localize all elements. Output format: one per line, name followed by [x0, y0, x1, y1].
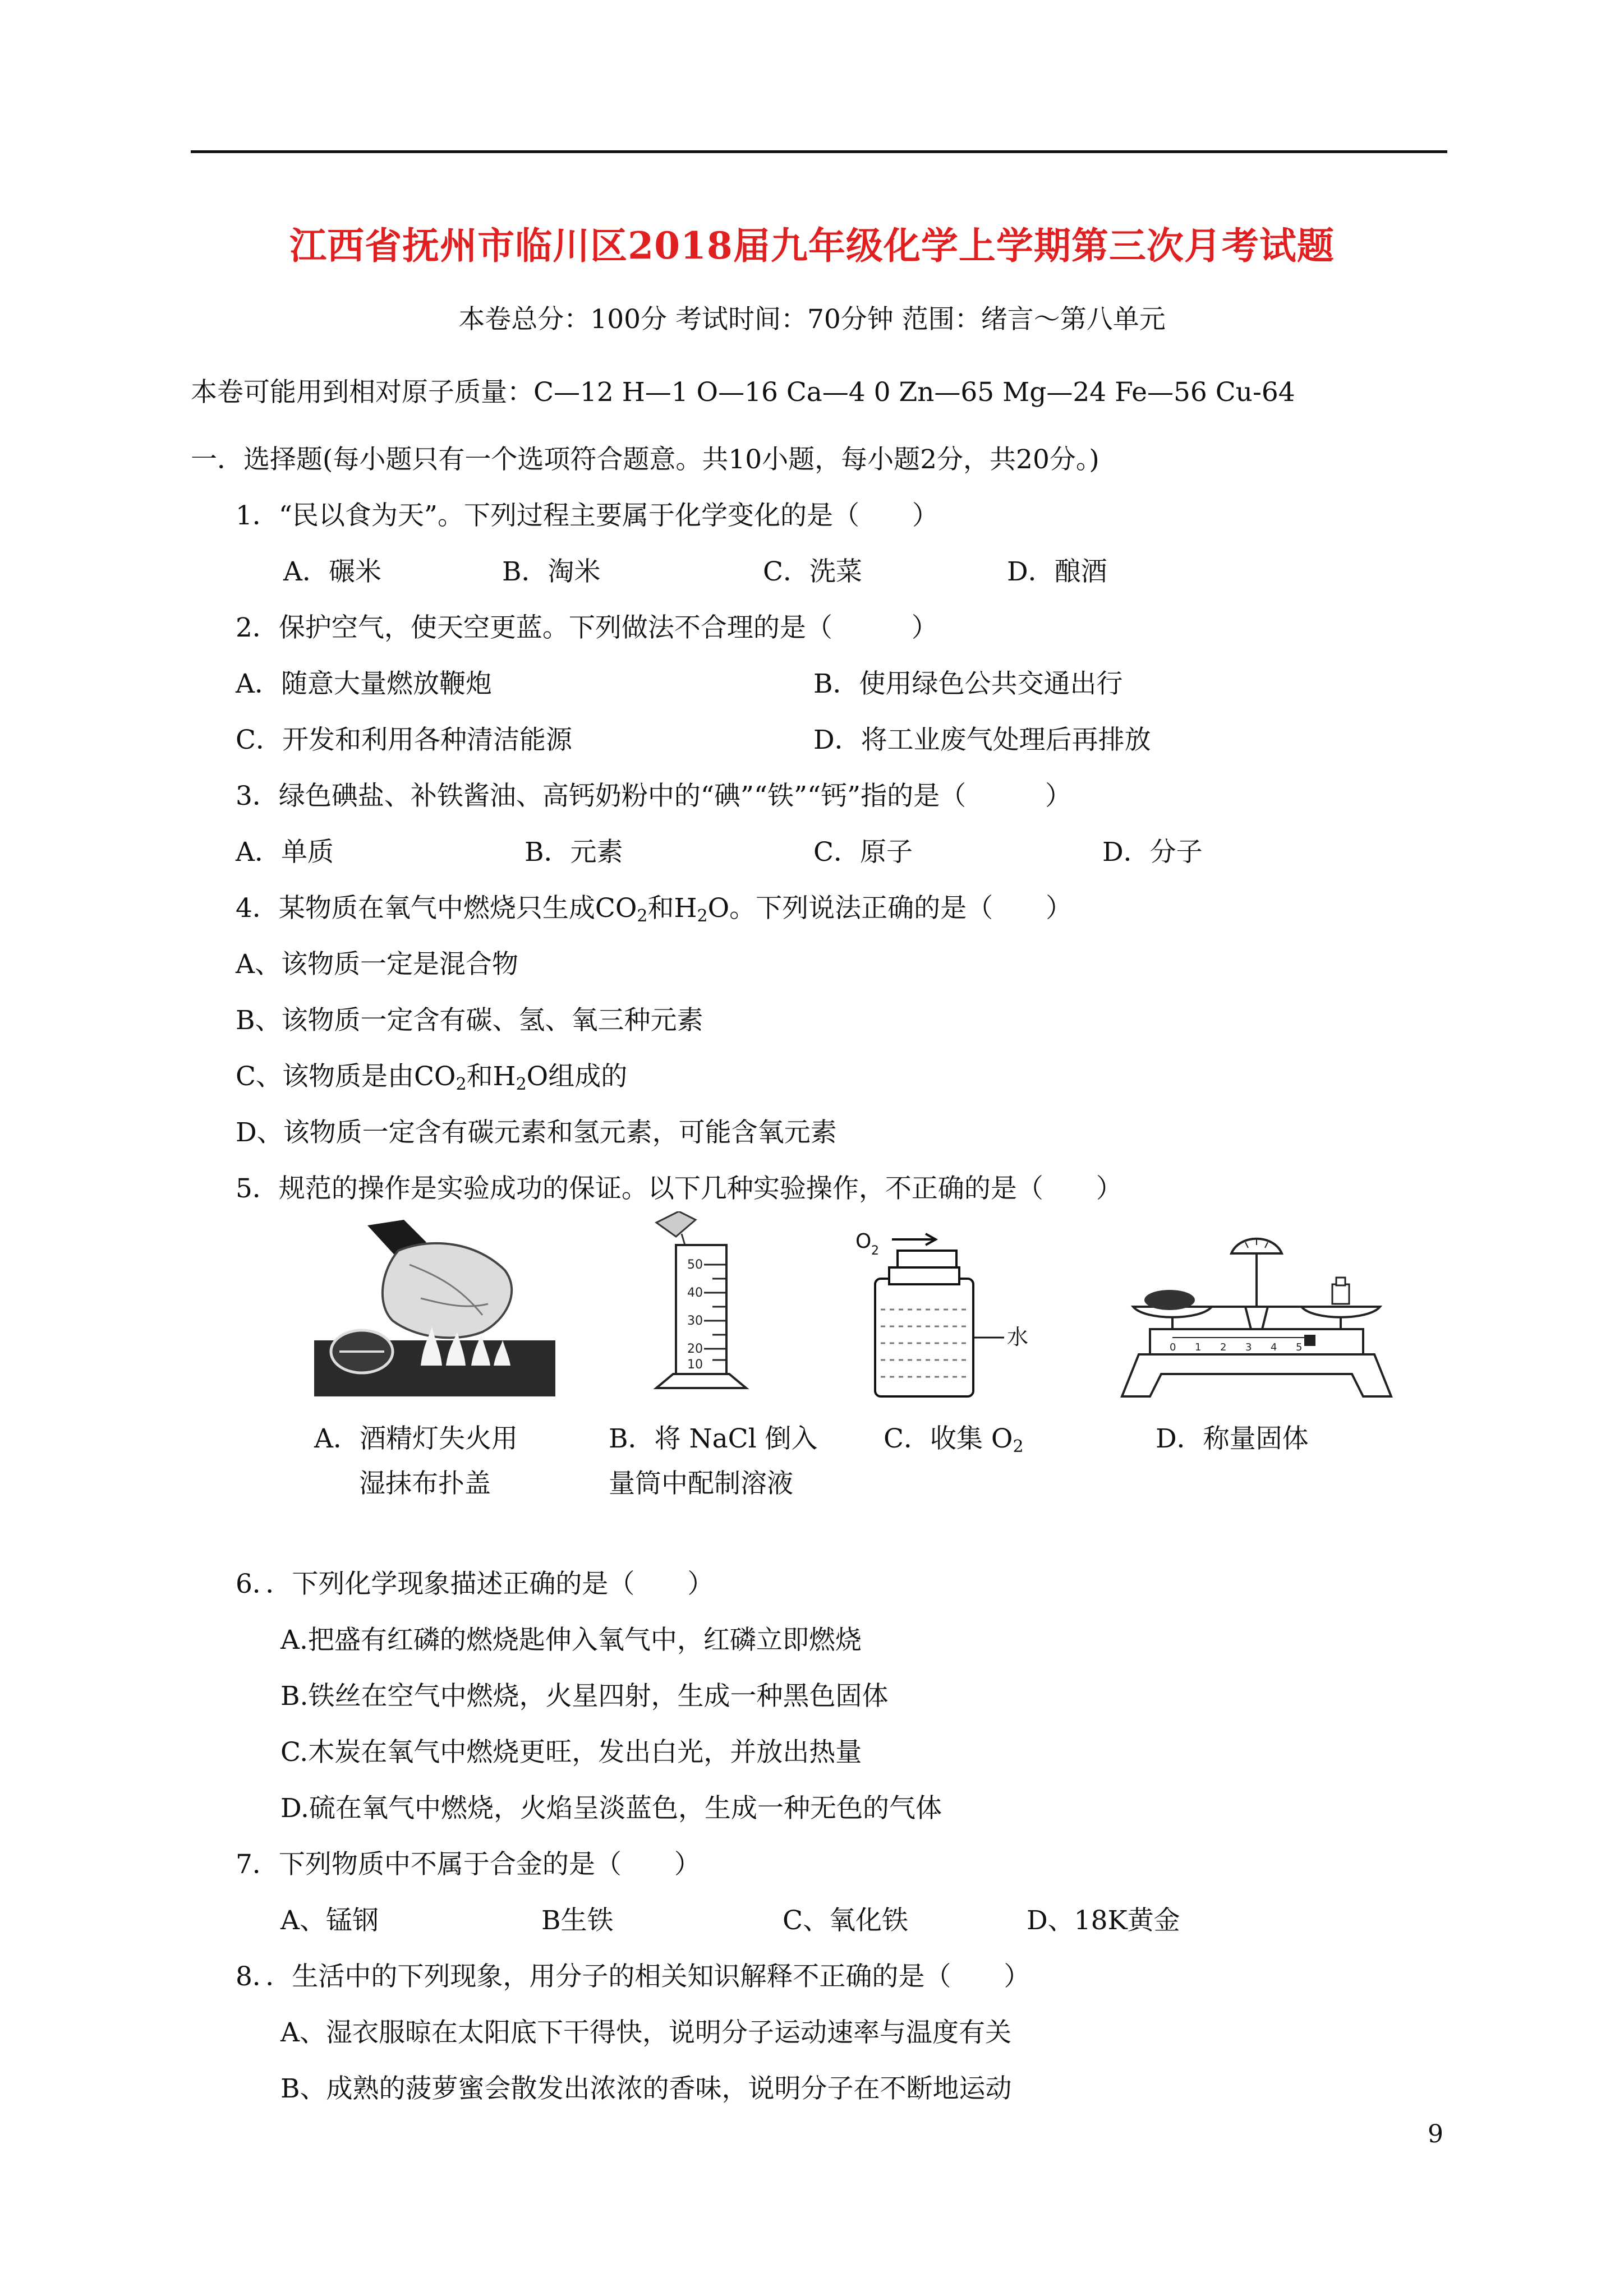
cylinder-tick-10: 10 — [687, 1358, 703, 1372]
q4-stem-pre: 4．某物质在氧气中燃烧只生成CO — [236, 893, 637, 924]
q4-sub: 2 — [516, 1075, 527, 1094]
figure-b-graduated-cylinder — [645, 1211, 769, 1396]
q4-option-a: A、该物质一定是混合物 — [236, 949, 518, 980]
balance-tick-1: 1 — [1195, 1341, 1202, 1353]
q3-option-d: D．分子 — [1102, 837, 1203, 868]
q3-option-b: B．元素 — [525, 837, 623, 868]
cylinder-tick-20: 20 — [687, 1342, 703, 1356]
question-4-stem — [236, 892, 1072, 933]
q6-option-b: B.铁丝在空气中燃烧，火星四射，生成一种黑色固体 — [280, 1681, 889, 1712]
balance-tick-2: 2 — [1220, 1341, 1227, 1353]
question-7-stem: 7．下列物质中不属于合金的是（ ） — [236, 1849, 701, 1880]
q4-stem-post: O。下列说法正确的是（ ） — [707, 893, 1073, 924]
header-rule — [191, 150, 1447, 153]
q2-option-b: B．使用绿色公共交通出行 — [813, 668, 1123, 699]
q4-c-mid: 和H — [466, 1061, 516, 1092]
q2-option-a: A．随意大量燃放鞭炮 — [236, 668, 492, 699]
section-heading: 一．选择题(每小题只有一个选项符合题意。共10小题，每小题2分，共20分。) — [191, 444, 1099, 475]
q5-option-b-line2: 量筒中配制溶液 — [609, 1468, 793, 1499]
q4-sub: 2 — [697, 906, 708, 926]
q8-option-b: B、成熟的菠萝蜜会散发出浓浓的香味，说明分子在不断地运动 — [280, 2073, 1012, 2104]
q1-option-c: C．洗菜 — [763, 556, 862, 587]
q5-option-d: D．称量固体 — [1156, 1423, 1309, 1454]
figure-d-balance — [1111, 1223, 1402, 1402]
q5-option-a-line2: 湿抹布扑盖 — [359, 1468, 491, 1499]
q5-option-a-line1: A．酒精灯失火用 — [314, 1423, 518, 1454]
question-8-stem: 8．．生活中的下列现象，用分子的相关知识解释不正确的是（ ） — [236, 1961, 1030, 1992]
atomic-masses: 本卷可能用到相对原子质量：C—12 H—1 O—16 Ca—4 0 Zn—65 Mg—24 Fe—56 Cu-64 — [191, 377, 1295, 408]
q5-option-c-text: C．收集 O — [884, 1423, 1013, 1454]
page-title: 江西省抚州市临川区2018届九年级化学上学期第三次月考试题 — [289, 224, 1335, 268]
balance-tick-5: 5 — [1296, 1341, 1303, 1353]
water-label: 水 — [1007, 1325, 1029, 1349]
q4-option-d: D、该物质一定含有碳元素和氢元素，可能含氧元素 — [236, 1117, 837, 1148]
figure-c-gas-bottle — [853, 1220, 1066, 1405]
question-1-stem: 1．“民以食为天”。下列过程主要属于化学变化的是（ ） — [236, 500, 938, 531]
q2-option-d: D．将工业废气处理后再排放 — [813, 725, 1151, 755]
q1-option-b: B．淘米 — [502, 556, 601, 587]
q5-option-c-sub: 2 — [1013, 1437, 1024, 1456]
gas-label-sub: 2 — [871, 1244, 879, 1258]
q6-option-a: A.把盛有红磷的燃烧匙伸入氧气中，红磷立即燃烧 — [280, 1625, 862, 1656]
q1-option-d: D．酿酒 — [1007, 556, 1107, 587]
q5-option-c — [884, 1422, 1024, 1464]
q7-option-c: C、氧化铁 — [783, 1905, 908, 1936]
balance-tick-3: 3 — [1245, 1341, 1252, 1353]
q7-option-a: A、锰钢 — [280, 1905, 379, 1936]
q8-option-a: A、湿衣服晾在太阳底下干得快，说明分子运动速率与温度有关 — [280, 2017, 1011, 2048]
page-number: 9 — [1428, 2120, 1443, 2149]
q1-option-a: A．碾米 — [283, 556, 381, 587]
q3-option-a: A．单质 — [236, 837, 334, 868]
balance-tick-4: 4 — [1271, 1341, 1277, 1353]
cylinder-tick-40: 40 — [687, 1286, 703, 1300]
q3-option-c: C．原子 — [813, 837, 913, 868]
q4-option-c — [236, 1060, 627, 1101]
cylinder-tick-50: 50 — [687, 1258, 703, 1272]
cylinder-tick-30: 30 — [687, 1314, 703, 1328]
q4-option-b: B、该物质一定含有碳、氢、氧三种元素 — [236, 1005, 703, 1036]
q7-option-d: D、18K黄金 — [1027, 1905, 1180, 1936]
q4-c-post: O组成的 — [526, 1061, 628, 1092]
balance-tick-0: 0 — [1170, 1341, 1176, 1353]
question-5-stem: 5．规范的操作是实验成功的保证。以下几种实验操作，不正确的是（ ） — [236, 1173, 1122, 1204]
gas-label-o: O — [855, 1230, 872, 1253]
q6-option-c: C.木炭在氧气中燃烧更旺，发出白光，并放出热量 — [280, 1737, 862, 1768]
q4-stem-mid: 和H — [647, 893, 697, 924]
figure-a-alcohol-lamp — [314, 1220, 555, 1399]
question-3-stem: 3．绿色碘盐、补铁酱油、高钙奶粉中的“碘”“铁”“钙”指的是（ ） — [236, 781, 1072, 812]
q5-option-b-line1: B．将 NaCl 倒入 — [609, 1423, 818, 1454]
question-2-stem: 2．保护空气，使天空更蓝。下列做法不合理的是（ ） — [236, 612, 938, 643]
q4-sub: 2 — [637, 906, 648, 926]
question-6-stem: 6．．下列化学现象描述正确的是（ ） — [236, 1569, 714, 1599]
q7-option-b: B生铁 — [541, 1905, 614, 1936]
q6-option-d: D.硫在氧气中燃烧，火焰呈淡蓝色，生成一种无色的气体 — [280, 1793, 942, 1824]
q4-c-pre: C、该物质是由CO — [236, 1061, 456, 1092]
exam-info: 本卷总分：100分 考试时间：70分钟 范围：绪言～第八单元 — [458, 304, 1166, 335]
q2-option-c: C．开发和利用各种清洁能源 — [236, 725, 572, 755]
q4-sub: 2 — [456, 1075, 467, 1094]
